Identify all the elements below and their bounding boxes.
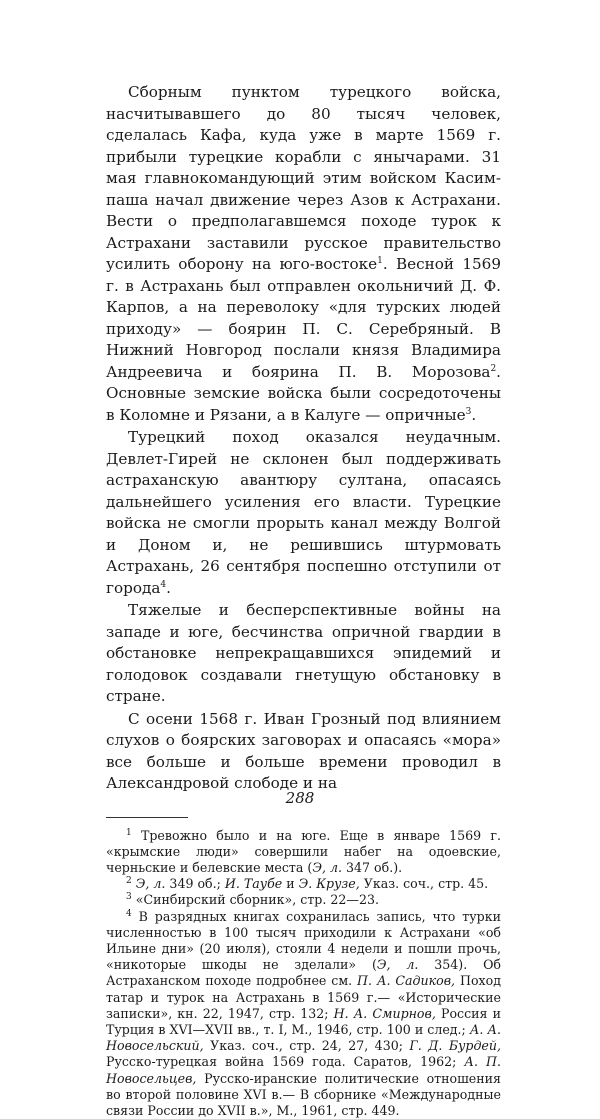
text-run: 347 об.).: [342, 860, 402, 875]
text-run: 354). Об Астраханском походе подробнее см.: [106, 957, 501, 988]
paragraph: [106, 709, 501, 795]
text-run: . Основные земские войска были сосредоточены в Коломне и Рязани, а в Калуге — опричные: [106, 363, 501, 424]
text-run: и: [282, 876, 298, 891]
text-run: .: [471, 406, 476, 424]
paragraph: [106, 427, 501, 599]
text-run: Россия и Турция в XVI—XVII вв., т. I, М., 1946, стр. 100 и след.;: [106, 1006, 501, 1037]
text-run: «Синбирский сборник», стр. 22—23.: [132, 892, 379, 907]
text-run: Русско-иранские политические отношения во второй половине XVI в.— В сборнике «Международные связи России до XVII в.», М., 1961, стр. 449.: [106, 1071, 501, 1118]
italic-run: Э, л.: [377, 957, 419, 972]
footnote-number: 1: [126, 827, 132, 837]
text-run: .: [166, 579, 171, 597]
footnote-separator: [106, 817, 188, 818]
italic-run: А. П. Новосельцев,: [106, 1054, 501, 1085]
footnote-number: 2: [126, 876, 132, 886]
text-run: Турецкий поход оказался неудачным. Девлет-Гирей не склонен был поддерживать астраханскую авантюру султана, опасаясь дальнейшего усиления его власти. Турецкие войска не смогли прорыть канал между Волгой и Доном и, не решившись штурмовать Астрахань, 26 сентября поспешно отступили от города: [106, 428, 501, 597]
footnote-ref: 2: [490, 363, 496, 373]
footnote: [106, 876, 501, 892]
page: [106, 82, 501, 1119]
body-text: [106, 82, 501, 795]
footnote-ref: 3: [466, 406, 472, 416]
italic-run: Н. А. Смирнов,: [334, 1006, 436, 1021]
italic-run: Э. Крузе,: [299, 876, 360, 891]
text-run: Указ. соч., стр. 24, 27, 430;: [204, 1038, 410, 1053]
footnotes: [106, 828, 501, 1119]
italic-run: П. А. Садиков,: [357, 973, 455, 988]
paragraph: [106, 600, 501, 708]
text-run: Русско-турецкая война 1569 года. Саратов, 1962;: [106, 1054, 464, 1069]
footnote: [106, 892, 501, 908]
footnote-ref: 4: [160, 579, 166, 589]
italic-run: Г. Д. Бурдей,: [409, 1038, 501, 1053]
italic-run: А. А. Новосельский,: [106, 1022, 501, 1053]
text-run: Поход татар и турок на Астрахань в 1569 г.— «Исторические записки», кн. 22, 1947, стр. 132;: [106, 973, 501, 1020]
footnote: [106, 909, 501, 1119]
italic-run: Э, л.: [136, 876, 166, 891]
footnote-number: 3: [126, 892, 132, 902]
page-number: 288: [0, 789, 600, 807]
paragraph: [106, 82, 501, 426]
footnote-number: 4: [126, 908, 132, 918]
text-run: В разрядных книгах сохранилась запись, что турки численностью в 100 тысяч приходили к Астрахани «об Ильине дни» (20 июля), стояли 4 недели и пошли прочь, «никоторые шкоды не зделали» (: [106, 909, 501, 973]
text-run: 349 об.;: [165, 876, 224, 891]
italic-run: Э, л.: [312, 860, 342, 875]
text-run: . Весной 1569 г. в Астрахань был отправлен окольничий Д. Ф. Карпов, а на переволоку «для турских людей приходу» — боярин П. С. Серебряный. В Нижний Новгород послали князя Владимира Андреевича и боярина П. В. Морозова: [106, 255, 501, 381]
text-run: Указ. соч., стр. 45.: [360, 876, 488, 891]
footnote-ref: 1: [377, 256, 383, 266]
text-run: С осени 1568 г. Иван Грозный под влиянием слухов о боярских заговорах и опасаясь «мора» все больше и больше времени проводил в Александровой слободе и на: [106, 710, 501, 793]
italic-run: И. Таубе: [225, 876, 282, 891]
text-run: Сборным пунктом турецкого войска, насчитывавшего до 80 тысяч человек, сделалась Кафа, куда уже в марте 1569 г. прибыли турецкие корабли с янычарами. 31 мая главнокомандующий этим войском Касим-паша начал движение через Азов к Астрахани. Вести о предполагавшемся походе турок к Астрахани заставили русское правительство усилить оборону на юго-востоке: [106, 83, 501, 273]
text-run: Тревожно было и на юге. Еще в январе 1569 г. «крымские люди» совершили набег на одоевские, черньские и белевские места (: [106, 828, 501, 875]
text-run: Тяжелые и бесперспективные войны на западе и юге, бесчинства опричной гвардии в обстановке непрекращавшихся эпидемий и голодовок создавали гнетущую обстановку в стране.: [106, 601, 501, 705]
